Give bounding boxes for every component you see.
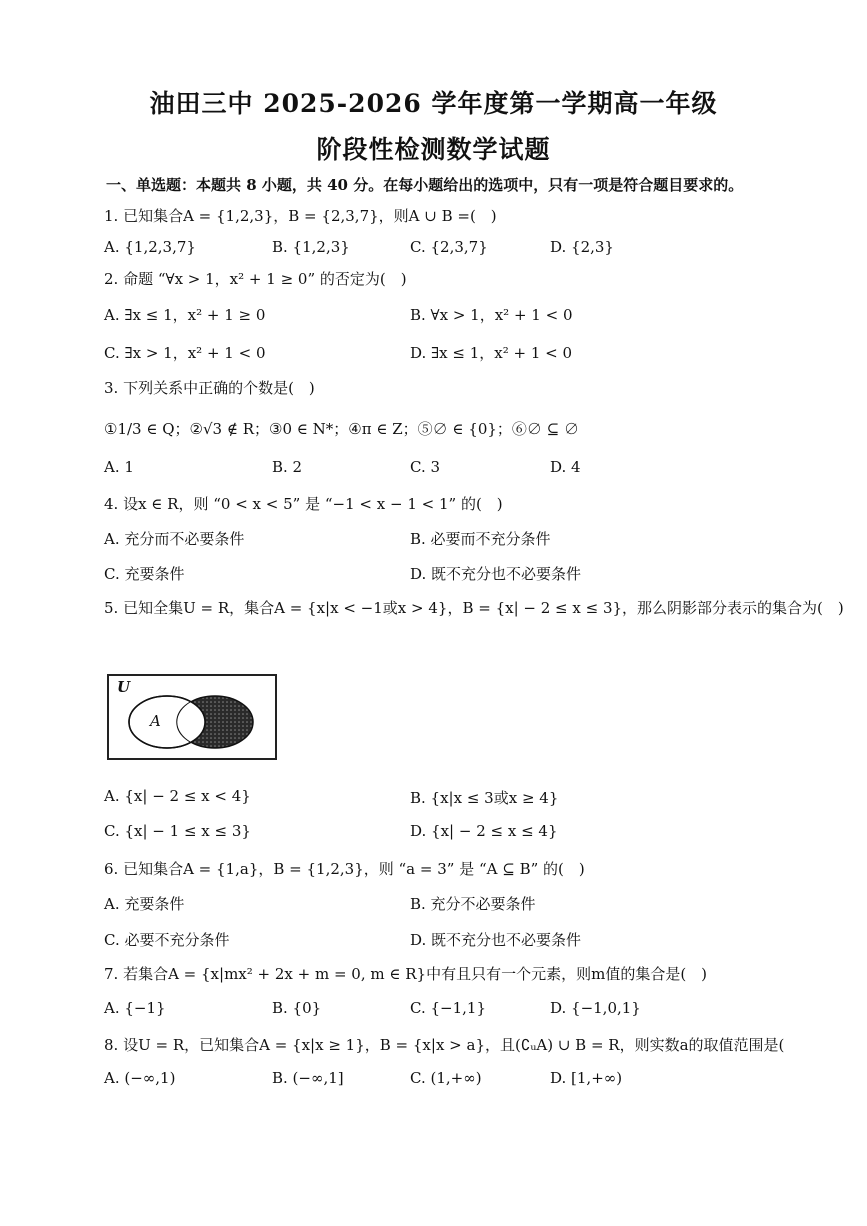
q3-option-b: B. 2: [272, 458, 303, 476]
q1-option-a: A. {1,2,3,7}: [104, 238, 196, 256]
q2-option-c: C. ∃x > 1，x² + 1 < 0: [104, 344, 266, 362]
venn-label-u: U: [117, 678, 131, 696]
q3-stem: 3. 下列关系中正确的个数是( ): [104, 379, 315, 397]
venn-label-a: A: [150, 712, 161, 730]
section-heading: 一、单选题：本题共 8 小题，共 40 分。在每小题给出的选项中，只有一项是符合题目要求的。: [106, 176, 744, 194]
q8-stem: 8. 设U = R，已知集合A = {x|x ≥ 1}，B = {x|x > a}，且(∁ᵤA) ∪ B = R，则实数a的取值范围是(: [104, 1036, 785, 1054]
q5-option-d: D. {x| − 2 ≤ x ≤ 4}: [410, 822, 558, 840]
q6-option-d: D. 既不充分也不必要条件: [410, 931, 582, 949]
exam-subtitle: 阶段性检测数学试题: [316, 135, 551, 164]
venn-diagram: [107, 674, 277, 760]
q4-option-a: A. 充分而不必要条件: [104, 530, 245, 548]
q7-option-d: D. {−1,0,1}: [550, 999, 641, 1017]
q7-option-a: A. {−1}: [104, 999, 166, 1017]
q4-stem: 4. 设x ∈ R，则 “0 < x < 5” 是 “−1 < x − 1 < 1” 的( ): [104, 495, 503, 513]
q4-option-c: C. 充要条件: [104, 565, 185, 583]
q8-option-b: B. (−∞,1]: [272, 1069, 344, 1087]
q3-items: ①1/3 ∈ Q；②√3 ∉ R；③0 ∈ N*；④π ∈ Z；⑤∅ ∈ {0}；⑥∅ ⊆ ∅: [104, 420, 580, 438]
q2-stem: 2. 命题 “∀x > 1，x² + 1 ≥ 0” 的否定为( ): [104, 270, 407, 288]
exam-title: 油田三中 2025-2026 学年度第一学期高一年级: [149, 89, 718, 118]
q1-option-b: B. {1,2,3}: [272, 238, 350, 256]
q8-option-d: D. [1,+∞): [550, 1069, 623, 1087]
q6-option-b: B. 充分不必要条件: [410, 895, 536, 913]
q3-option-a: A. 1: [104, 458, 134, 476]
q4-option-d: D. 既不充分也不必要条件: [410, 565, 582, 583]
q2-option-b: B. ∀x > 1，x² + 1 < 0: [410, 306, 573, 324]
q5-option-a: A. {x| − 2 ≤ x < 4}: [104, 787, 251, 805]
q7-stem: 7. 若集合A = {x|mx² + 2x + m = 0, m ∈ R}中有且只有一个元素，则m值的集合是( ): [104, 965, 708, 983]
q3-option-d: D. 4: [550, 458, 581, 476]
q8-option-c: C. (1,+∞): [410, 1069, 482, 1087]
q7-option-c: C. {−1,1}: [410, 999, 486, 1017]
q2-option-a: A. ∃x ≤ 1，x² + 1 ≥ 0: [104, 306, 266, 324]
q2-option-d: D. ∃x ≤ 1，x² + 1 < 0: [410, 344, 573, 362]
q7-option-b: B. {0}: [272, 999, 322, 1017]
q1-stem: 1. 已知集合A = {1,2,3}，B = {2,3,7}，则A ∪ B =( ): [104, 207, 497, 225]
q5-option-c: C. {x| − 1 ≤ x ≤ 3}: [104, 822, 251, 840]
q3-option-c: C. 3: [410, 458, 441, 476]
q5-stem: 5. 已知全集U = R，集合A = {x|x < −1或x > 4}，B = {x| − 2 ≤ x ≤ 3}，那么阴影部分表示的集合为( ): [104, 599, 844, 617]
q8-option-a: A. (−∞,1): [104, 1069, 176, 1087]
q1-option-d: D. {2,3}: [550, 238, 614, 256]
q6-stem: 6. 已知集合A = {1,a}，B = {1,2,3}，则 “a = 3” 是 “A ⊆ B” 的( ): [104, 860, 585, 878]
q6-option-c: C. 必要不充分条件: [104, 931, 230, 949]
q4-option-b: B. 必要而不充分条件: [410, 530, 551, 548]
q6-option-a: A. 充要条件: [104, 895, 185, 913]
q1-option-c: C. {2,3,7}: [410, 238, 488, 256]
q5-option-b: B. {x|x ≤ 3或x ≥ 4}: [410, 789, 559, 807]
